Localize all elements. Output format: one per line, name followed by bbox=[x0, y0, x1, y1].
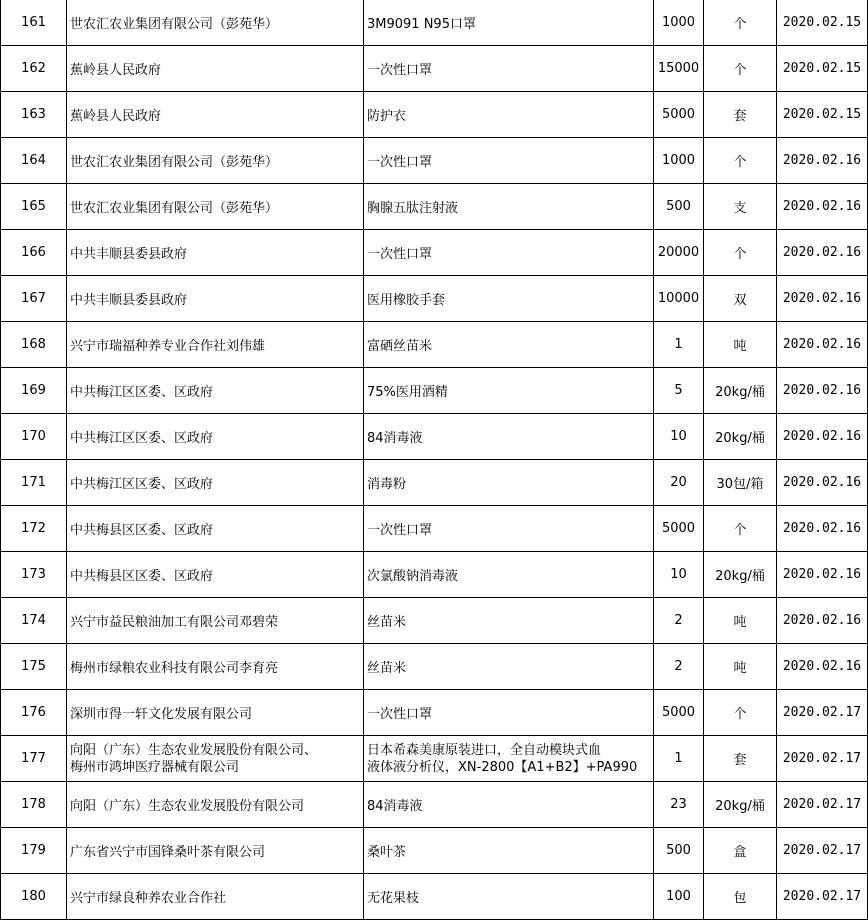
table-row bbox=[1, 138, 868, 184]
donor-name: 中共梅江区区委、区政府 bbox=[67, 414, 364, 460]
quantity: 1 bbox=[654, 322, 704, 368]
row-number: 168 bbox=[1, 322, 67, 368]
date: 2020.02.17 bbox=[777, 782, 868, 828]
quantity: 20000 bbox=[654, 230, 704, 276]
row-number: 162 bbox=[1, 46, 67, 92]
date: 2020.02.17 bbox=[777, 828, 868, 874]
row-number: 170 bbox=[1, 414, 67, 460]
unit: 个 bbox=[704, 0, 777, 46]
donor-name: 中共梅江区区委、区政府 bbox=[67, 368, 364, 414]
donated-item: 84消毒液 bbox=[364, 414, 654, 460]
date: 2020.02.17 bbox=[777, 736, 868, 782]
donated-item: 丝苗米 bbox=[364, 644, 654, 690]
row-number: 175 bbox=[1, 644, 67, 690]
donor-name: 广东省兴宁市国锋桑叶茶有限公司 bbox=[67, 828, 364, 874]
date: 2020.02.16 bbox=[777, 368, 868, 414]
date: 2020.02.16 bbox=[777, 414, 868, 460]
unit: 支 bbox=[704, 184, 777, 230]
unit: 20kg/桶 bbox=[704, 782, 777, 828]
unit: 20kg/桶 bbox=[704, 368, 777, 414]
date: 2020.02.16 bbox=[777, 276, 868, 322]
quantity: 23 bbox=[654, 782, 704, 828]
date: 2020.02.15 bbox=[777, 46, 868, 92]
date: 2020.02.15 bbox=[777, 92, 868, 138]
donor-name: 蕉岭县人民政府 bbox=[67, 46, 364, 92]
quantity: 20 bbox=[654, 460, 704, 506]
date: 2020.02.16 bbox=[777, 460, 868, 506]
date: 2020.02.16 bbox=[777, 598, 868, 644]
row-number: 179 bbox=[1, 828, 67, 874]
row-number: 177 bbox=[1, 736, 67, 782]
quantity: 500 bbox=[654, 828, 704, 874]
quantity: 500 bbox=[654, 184, 704, 230]
donor-name: 世农汇农业集团有限公司（彭苑华） bbox=[67, 0, 364, 46]
quantity: 5000 bbox=[654, 506, 704, 552]
donor-name: 蕉岭县人民政府 bbox=[67, 92, 364, 138]
row-number: 174 bbox=[1, 598, 67, 644]
table-row bbox=[1, 644, 868, 690]
donor-name: 中共梅江区区委、区政府 bbox=[67, 460, 364, 506]
unit: 包 bbox=[704, 874, 777, 920]
donated-item: 一次性口罩 bbox=[364, 138, 654, 184]
table-row bbox=[1, 736, 868, 782]
unit: 20kg/桶 bbox=[704, 552, 777, 598]
donated-item-line: 日本希森美康原装进口，全自动模块式血 bbox=[367, 742, 602, 758]
unit: 吨 bbox=[704, 644, 777, 690]
unit: 盒 bbox=[704, 828, 777, 874]
row-number: 171 bbox=[1, 460, 67, 506]
unit: 套 bbox=[704, 736, 777, 782]
row-number: 165 bbox=[1, 184, 67, 230]
row-number: 161 bbox=[1, 0, 67, 46]
donor-name-line: 梅州市鸿坤医疗器械有限公司 bbox=[70, 759, 240, 775]
donated-item: 无花果枝 bbox=[364, 874, 654, 920]
table-row bbox=[1, 828, 868, 874]
donor-name: 中共梅县区区委、区政府 bbox=[67, 506, 364, 552]
donated-item: 桑叶茶 bbox=[364, 828, 654, 874]
donor-name: 世农汇农业集团有限公司（彭苑华） bbox=[67, 138, 364, 184]
donated-item bbox=[364, 736, 654, 782]
table-row bbox=[1, 0, 868, 46]
table-row bbox=[1, 690, 868, 736]
table-row bbox=[1, 230, 868, 276]
donated-item: 84消毒液 bbox=[364, 782, 654, 828]
quantity: 1000 bbox=[654, 0, 704, 46]
donor-name: 中共丰顺县委县政府 bbox=[67, 230, 364, 276]
table-row bbox=[1, 184, 868, 230]
date: 2020.02.16 bbox=[777, 230, 868, 276]
row-number: 163 bbox=[1, 92, 67, 138]
row-number: 176 bbox=[1, 690, 67, 736]
donated-item: 防护衣 bbox=[364, 92, 654, 138]
table-row bbox=[1, 874, 868, 920]
donated-item-line: 液体液分析仪，XN-2800【A1+B2】+PA990 bbox=[367, 759, 638, 775]
quantity: 10 bbox=[654, 552, 704, 598]
table-row bbox=[1, 552, 868, 598]
date: 2020.02.16 bbox=[777, 322, 868, 368]
date: 2020.02.16 bbox=[777, 184, 868, 230]
donor-name: 深圳市得一轩文化发展有限公司 bbox=[67, 690, 364, 736]
donated-item: 一次性口罩 bbox=[364, 46, 654, 92]
quantity: 5000 bbox=[654, 92, 704, 138]
date: 2020.02.15 bbox=[777, 0, 868, 46]
quantity: 15000 bbox=[654, 46, 704, 92]
quantity: 2 bbox=[654, 598, 704, 644]
table-row bbox=[1, 506, 868, 552]
donated-item: 胸腺五肽注射液 bbox=[364, 184, 654, 230]
donor-name: 中共丰顺县委县政府 bbox=[67, 276, 364, 322]
unit: 吨 bbox=[704, 322, 777, 368]
unit: 个 bbox=[704, 230, 777, 276]
date: 2020.02.16 bbox=[777, 138, 868, 184]
table-row bbox=[1, 322, 868, 368]
table-row bbox=[1, 598, 868, 644]
donated-item: 富硒丝苗米 bbox=[364, 322, 654, 368]
row-number: 172 bbox=[1, 506, 67, 552]
donor-name: 世农汇农业集团有限公司（彭苑华） bbox=[67, 184, 364, 230]
donor-name: 梅州市绿粮农业科技有限公司李育亮 bbox=[67, 644, 364, 690]
donor-name: 兴宁市益民粮油加工有限公司邓碧荣 bbox=[67, 598, 364, 644]
table-row bbox=[1, 92, 868, 138]
quantity: 5000 bbox=[654, 690, 704, 736]
row-number: 169 bbox=[1, 368, 67, 414]
table-row bbox=[1, 782, 868, 828]
table-row bbox=[1, 46, 868, 92]
donated-item: 次氯酸钠消毒液 bbox=[364, 552, 654, 598]
donor-name: 向阳（广东）生态农业发展股份有限公司 bbox=[67, 782, 364, 828]
quantity: 10000 bbox=[654, 276, 704, 322]
unit: 吨 bbox=[704, 598, 777, 644]
donated-item: 消毒粉 bbox=[364, 460, 654, 506]
unit: 个 bbox=[704, 138, 777, 184]
unit: 个 bbox=[704, 46, 777, 92]
row-number: 178 bbox=[1, 782, 67, 828]
row-number: 164 bbox=[1, 138, 67, 184]
quantity: 10 bbox=[654, 414, 704, 460]
date: 2020.02.17 bbox=[777, 690, 868, 736]
donated-item: 丝苗米 bbox=[364, 598, 654, 644]
unit: 套 bbox=[704, 92, 777, 138]
unit: 个 bbox=[704, 506, 777, 552]
donated-item: 一次性口罩 bbox=[364, 506, 654, 552]
unit: 20kg/桶 bbox=[704, 414, 777, 460]
donor-name bbox=[67, 736, 364, 782]
donated-item: 一次性口罩 bbox=[364, 230, 654, 276]
donated-item: 75%医用酒精 bbox=[364, 368, 654, 414]
date: 2020.02.17 bbox=[777, 874, 868, 920]
donated-item: 3M9091 N95口罩 bbox=[364, 0, 654, 46]
table-row bbox=[1, 460, 868, 506]
donor-name-line: 向阳（广东）生态农业发展股份有限公司、 bbox=[70, 742, 318, 758]
row-number: 180 bbox=[1, 874, 67, 920]
row-number: 167 bbox=[1, 276, 67, 322]
table-row bbox=[1, 368, 868, 414]
quantity: 5 bbox=[654, 368, 704, 414]
table-row bbox=[1, 276, 868, 322]
donated-item: 医用橡胶手套 bbox=[364, 276, 654, 322]
unit: 个 bbox=[704, 690, 777, 736]
unit: 30包/箱 bbox=[704, 460, 777, 506]
date: 2020.02.16 bbox=[777, 506, 868, 552]
row-number: 173 bbox=[1, 552, 67, 598]
row-number: 166 bbox=[1, 230, 67, 276]
table-row bbox=[1, 414, 868, 460]
donated-item: 一次性口罩 bbox=[364, 690, 654, 736]
quantity: 2 bbox=[654, 644, 704, 690]
date: 2020.02.16 bbox=[777, 644, 868, 690]
unit: 双 bbox=[704, 276, 777, 322]
donor-name: 中共梅县区区委、区政府 bbox=[67, 552, 364, 598]
donor-name: 兴宁市瑞福种养专业合作社刘伟雄 bbox=[67, 322, 364, 368]
quantity: 100 bbox=[654, 874, 704, 920]
date: 2020.02.16 bbox=[777, 552, 868, 598]
quantity: 1 bbox=[654, 736, 704, 782]
donor-name: 兴宁市绿良种养农业合作社 bbox=[67, 874, 364, 920]
quantity: 1000 bbox=[654, 138, 704, 184]
